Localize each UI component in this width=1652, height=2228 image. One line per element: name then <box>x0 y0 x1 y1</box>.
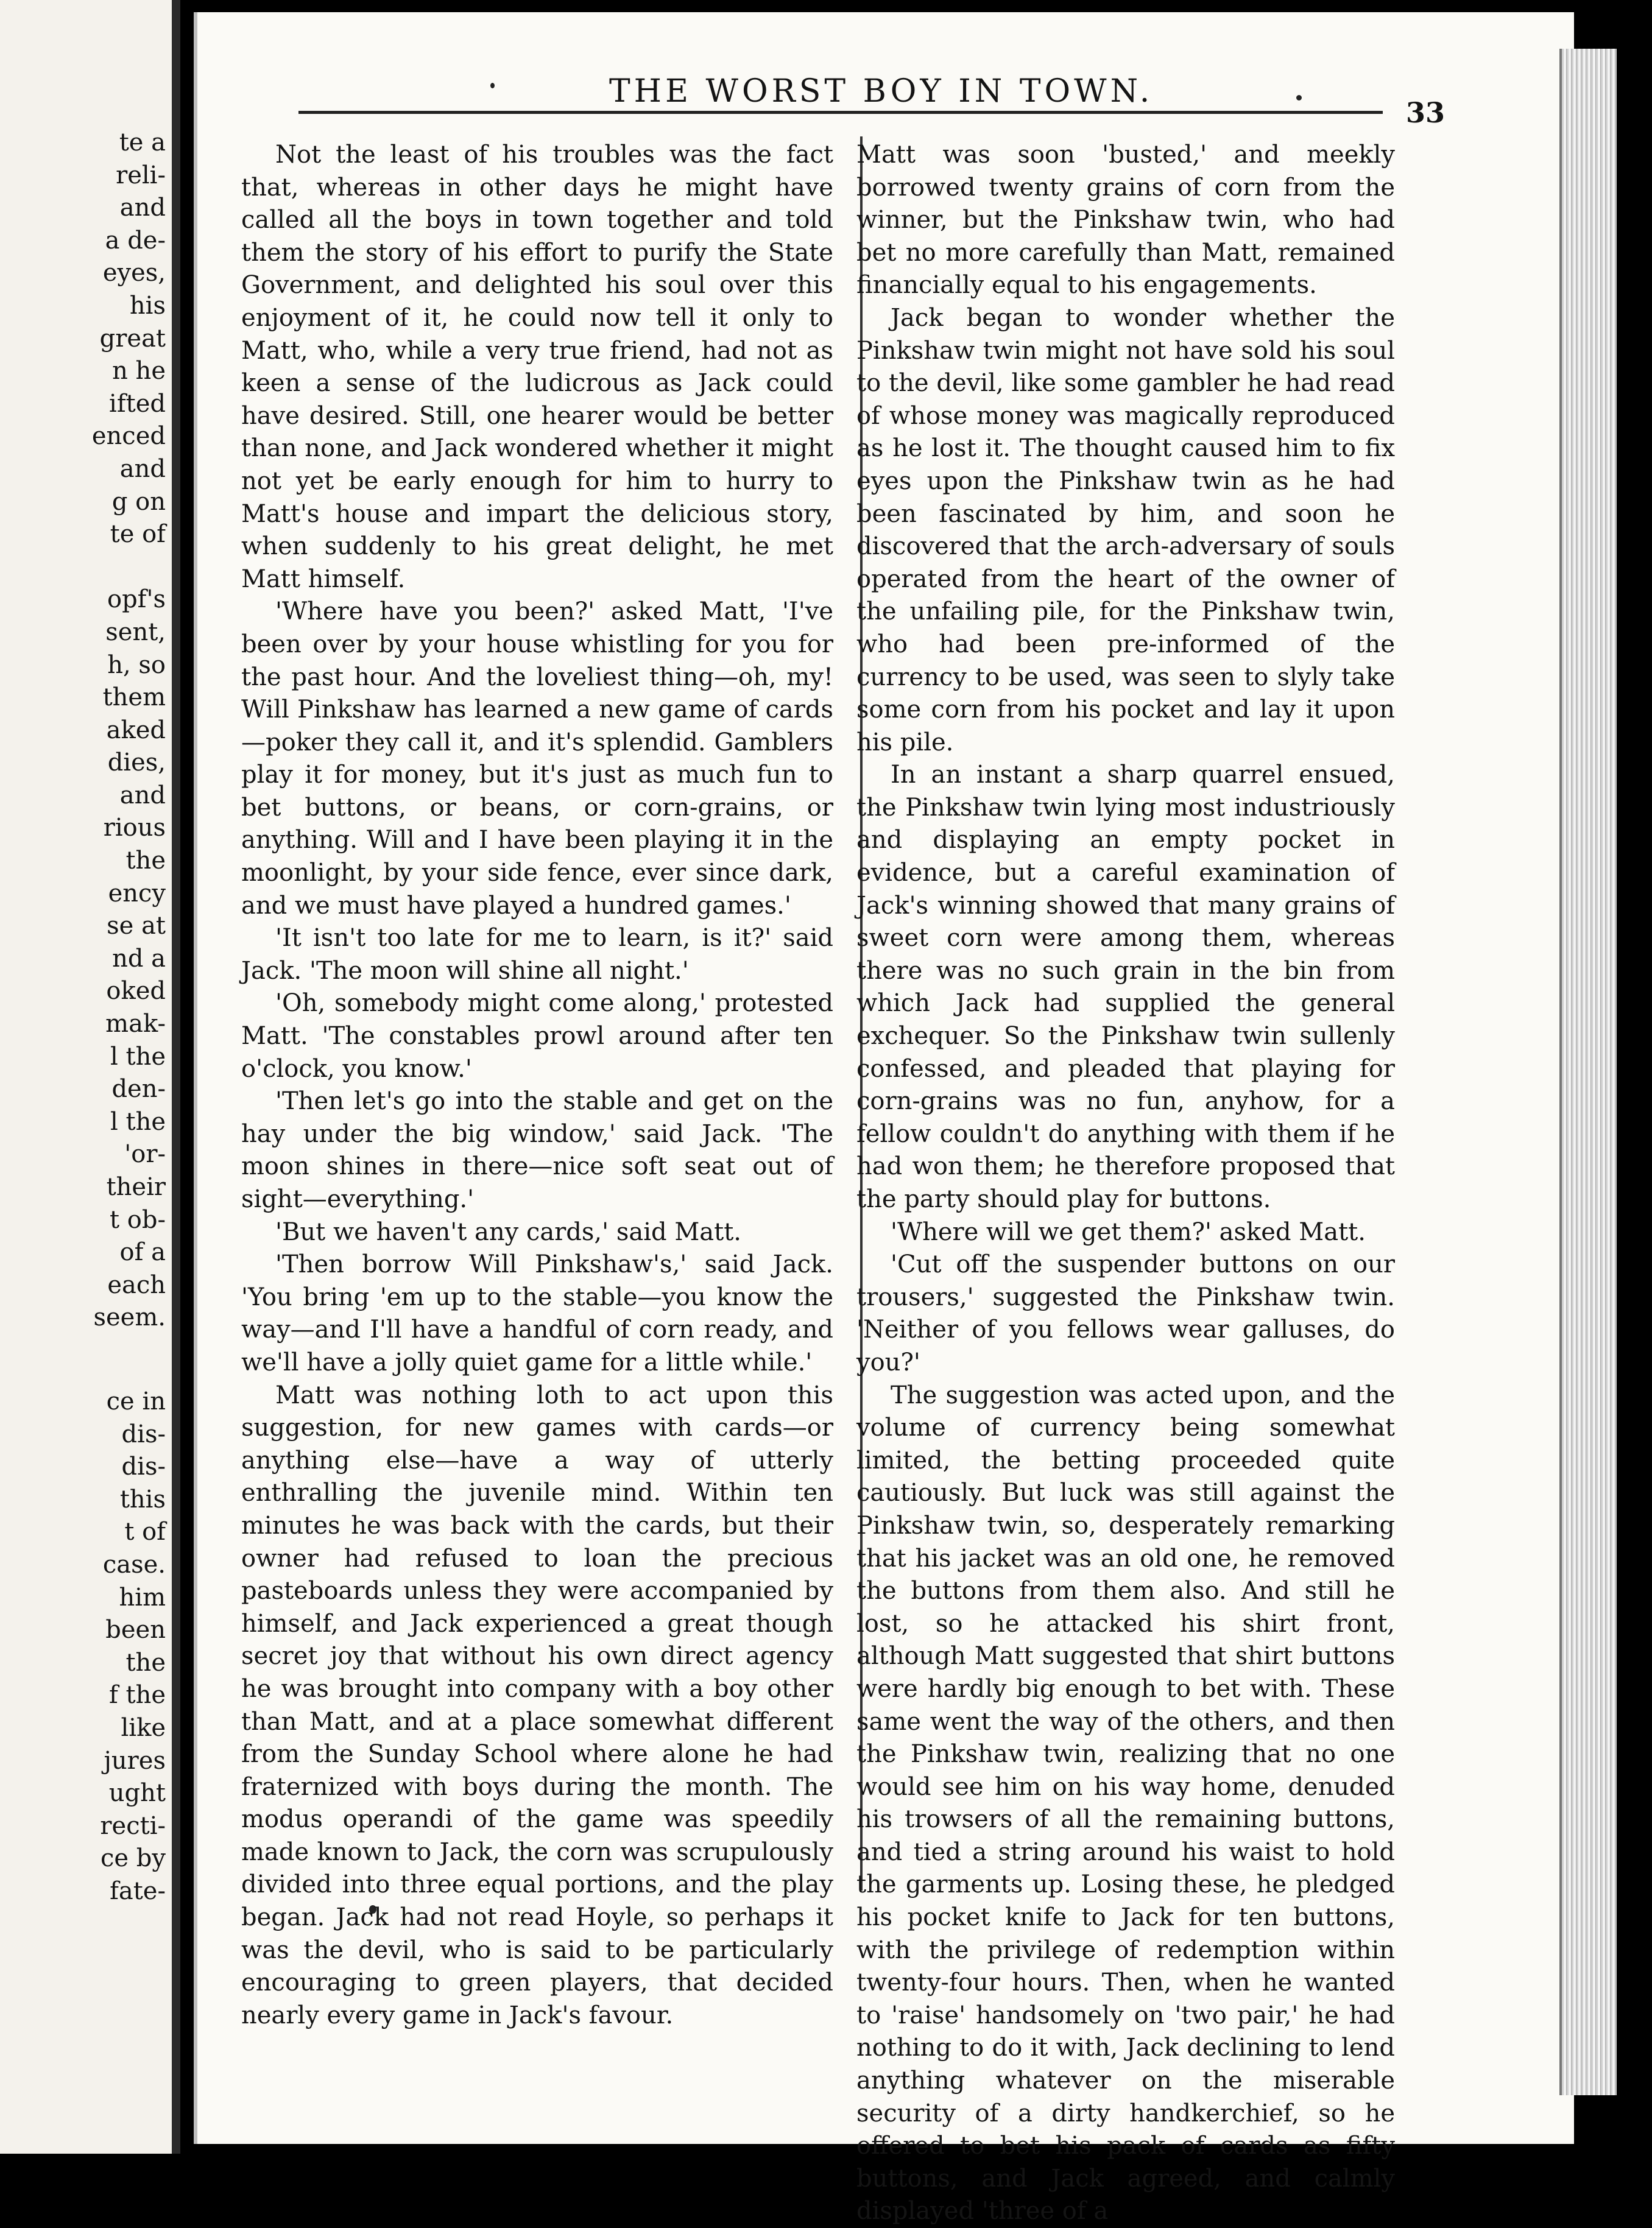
paragraph: The suggestion was acted upon, and the volume of currency being somewhat limited, the betting proceeded quite cautiously. But luck was still against the Pinkshaw twin, so, desperately remarking that his jacket was an old one, he removed the buttons from them also. And still he lost, so he attacked his shirt front, although Matt suggested that shirt buttons were hardly big enough to bet with. These same went the way of the others, and then the Pinkshaw twin, realizing that no one would see him on his way home, denuded his trowsers of all the remaining buttons, and tied a string around his waist to hold the garments up. Losing these, he pledged his pocket knife to Jack for ten buttons, with the privilege of redemption within twenty-four hours. Then, when he wanted to 'raise' handsomely on 'two pair,' he had nothing to do it with, Jack declining to lend anything whatever on the miserable security of a dirty handkerchief, so he offered to bet his pack of cards as fifty buttons, and Jack agreed, and calmly displayed 'three of a <box>856 1381 1395 2226</box>
paragraph: 'Then let's go into the stable and get on the hay under the big window,' said Jack. 'The moon shines in there—nice soft seat out of sight—everything.' <box>241 1087 833 1213</box>
facing-page-text-lower <box>100 1386 166 1908</box>
text-column-right <box>856 139 1395 2226</box>
fragment-line: recti- <box>100 1811 166 1840</box>
fragment-line: him <box>119 1583 166 1612</box>
fragment-line: rious <box>103 814 166 842</box>
fragment-line: nd a <box>112 944 166 973</box>
fragment-line: den- <box>111 1075 166 1104</box>
fragment-line: aked <box>106 716 166 744</box>
fragment-line: te of <box>110 520 166 549</box>
facing-page-edge <box>0 0 180 2154</box>
fragment-line: ce by <box>101 1844 166 1873</box>
fragment-line: of a <box>119 1238 166 1267</box>
paragraph: 'Cut off the suspender buttons on our trousers,' suggested the Pinkshaw twin. 'Neither of you fellows wear galluses, do you?' <box>856 1250 1395 1377</box>
page-number: 33 <box>1406 96 1446 129</box>
paragraph: Matt was soon 'busted,' and meekly borrowed twenty grains of corn from the winner, but the Pinkshaw twin, who had bet no more carefully than Matt, remained financially equal to his engagements. <box>856 141 1395 300</box>
fragment-line: dis- <box>121 1420 166 1448</box>
fragment-line: sent, <box>105 618 166 646</box>
fragment-line: jures <box>104 1746 166 1775</box>
fragment-line: and <box>119 781 166 809</box>
paragraph: In an instant a sharp quarrel ensued, the Pinkshaw twin lying most industriously and displaying an empty pocket in evidence, but a careful examination of Jack's winning showed that many grains of sweet corn were among them, whereas there was no such grain in the bin from which Jack had supplied the general exchequer. So the Pinkshaw twin sullenly confessed, and pleaded that playing for corn-grains was no fun, anyhow, for a fellow couldn't do anything with them if he had won them; he therefore proposed that the party should play for buttons. <box>856 761 1395 1213</box>
fragment-line: opf's <box>107 585 166 614</box>
fragment-line: each <box>107 1271 166 1299</box>
fragment-line: great <box>99 324 166 353</box>
fragment-line: and <box>119 194 166 222</box>
fragment-line: seem. <box>93 1303 166 1332</box>
fragment-line: f the <box>108 1681 166 1710</box>
fragment-line: been <box>105 1616 166 1645</box>
fragment-line: fate- <box>110 1877 166 1905</box>
fragment-line: g on <box>111 487 166 516</box>
paragraph: 'It isn't too late for me to learn, is it?' said Jack. 'The moon will shine all night.' <box>241 924 833 985</box>
fragment-line: ught <box>108 1779 166 1808</box>
fragment-line: h, so <box>107 650 166 679</box>
paragraph: 'But we haven't any cards,' said Matt. <box>275 1218 741 1246</box>
fragment-line: the <box>125 847 166 875</box>
fragment-line: mak- <box>105 1010 166 1038</box>
fragment-line: n he <box>112 357 166 386</box>
paragraph: Jack began to wonder whether the Pinkshaw twin might not have sold his soul to the devil, like some gambler he had read of whose money was magically reproduced as he lost it. The thought caused him to fix eyes upon the Pinkshaw twin as he had been fascinated by him, and soon he discovered that the arch-adversary of souls operated from the heart of the owner of the unfailing pile, for the Pinkshaw twin, who had been pre-informed of the currency to be used, was seen to slyly take some corn from his pocket and lay it upon his pile. <box>856 303 1395 756</box>
fragment-line: dies, <box>107 749 166 777</box>
paragraph: 'Oh, somebody might come along,' protested Matt. 'The constables prowl around after ten o'clock, you know.' <box>241 989 833 1083</box>
running-head-title: THE WORST BOY IN TOWN. <box>609 73 1154 110</box>
paragraph: 'Where have you been?' asked Matt, 'I've been over by your house whistling for you for the past hour. And the loveliest thing—oh, my! Will Pinkshaw has learned a new game of cards—poker they call it, and it's splendid. Gamblers play it for money, but it's just as much fun to bet buttons, or beans, or corn-grains, or anything. Will and I have been playing it in the moonlight, by your side fence, ever since dark, and we must have played a hundred games.' <box>241 598 833 920</box>
fragment-line: l the <box>110 1042 166 1071</box>
fragment-line: the <box>125 1648 166 1677</box>
print-speck <box>490 83 495 88</box>
text-column-left <box>241 139 833 2029</box>
fragment-line: like <box>121 1713 166 1742</box>
fragment-line <box>92 551 166 584</box>
fragment-line: a de- <box>105 226 166 255</box>
fragment-line: t of <box>124 1518 166 1546</box>
fragment-line: and <box>119 454 166 483</box>
paragraph: Not the least of his troubles was the fact that, whereas in other days he might have called all the boys in town together and told them the story of his effort to purify the State Government, and delighted his soul over this enjoyment of it, he could now tell it only to Matt, who, while a very true friend, had not as keen a sense of the ludicrous as Jack could have desired. Still, one hearer would be better than none, and Jack wondered whether it might not yet be early enough for him to hurry to Matt's house and impart the delicious story, when suddenly to his great delight, he met Matt himself. <box>241 141 833 593</box>
paragraph: 'Where will we get them?' asked Matt. <box>891 1218 1366 1246</box>
fragment-line: ency <box>108 879 166 908</box>
fragment-line: their <box>106 1173 166 1201</box>
fragment-line: them <box>102 683 166 712</box>
fragment-line: t ob- <box>110 1205 166 1234</box>
fragment-line: eyes, <box>102 259 166 287</box>
print-speck <box>1296 95 1302 100</box>
fragment-line: ifted <box>109 389 166 418</box>
paragraph: Matt was nothing loth to act upon this suggestion, for new games with cards—or anything else—have a way of utterly enthralling the juvenile mind. Within ten minutes he was back with the cards, but their owner had refused to loan the precious pasteboards unless they were accompanied by himself, and Jack experienced a great though secret joy that without his own direct agency he was brought into company with a boy other than Matt, and at a place somewhat different from the Sunday School where alone he had fraternized with boys during the month. The modus operandi of the game was speedily made known to Jack, the corn was scrupulously divided into three equal portions, and the play began. Jack had not read Hoyle, so perhaps it was the devil, who is said to be particularly encouraging to green players, that decided nearly every game in Jack's favour. <box>241 1381 833 2029</box>
fragment-line: reli- <box>116 161 166 189</box>
paragraph: 'Then borrow Will Pinkshaw's,' said Jack. 'You bring 'em up to the stable—you know the way—and I'll have a handful of corn ready, and we'll have a jolly quiet game for a little while.' <box>241 1250 833 1377</box>
fragment-line: se at <box>107 912 166 940</box>
fragment-line: te a <box>119 129 166 157</box>
page-stack-edge <box>1559 49 1617 2095</box>
fragment-line: this <box>119 1485 166 1514</box>
fragment-line: enced <box>91 422 166 451</box>
header-rule <box>298 111 1383 114</box>
fragment-line: 'or- <box>124 1140 166 1169</box>
fragment-line: dis- <box>121 1453 166 1481</box>
fragment-line: oked <box>106 977 166 1006</box>
fragment-line: l the <box>110 1107 166 1136</box>
fragment-line: ce in <box>106 1387 166 1415</box>
fragment-line: case. <box>102 1550 166 1579</box>
fragment-line: his <box>129 291 166 320</box>
facing-page-text-upper <box>92 127 166 1334</box>
